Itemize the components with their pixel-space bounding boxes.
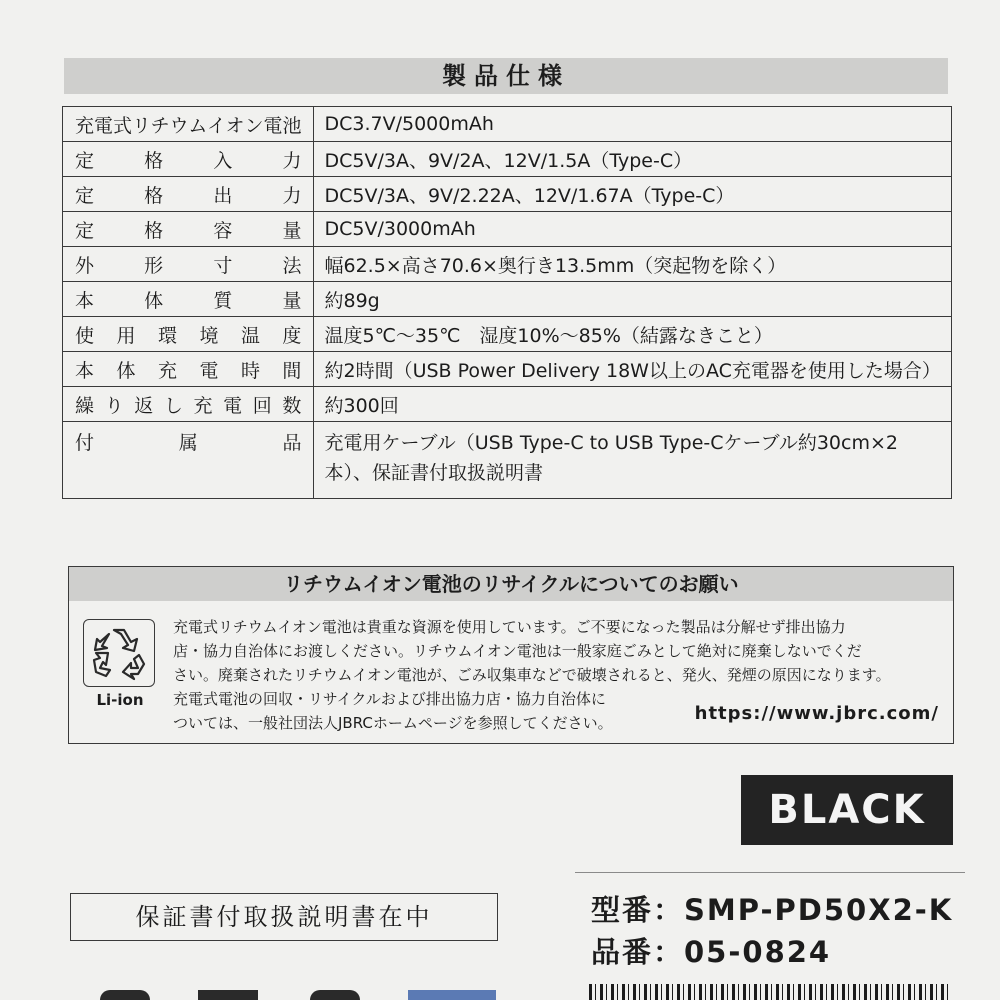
warranty-notice: 保証書付取扱説明書在中: [70, 893, 498, 941]
divider-line: [575, 872, 965, 873]
spec-row: [63, 212, 952, 247]
spec-value: 約89g: [314, 282, 951, 317]
spec-value: 約300回: [314, 387, 951, 422]
recycle-icon: [83, 619, 155, 687]
spec-key: 使 用 環 境 温 度: [63, 317, 314, 352]
spec-row: [63, 177, 952, 212]
spec-value: DC5V/3A、9V/2.22A、12V/1.67A（Type-C）: [314, 177, 951, 212]
spec-key: 本 体 充 電 時 間: [63, 352, 314, 387]
spec-key: 定 格 容 量: [63, 212, 314, 247]
spec-key: 充電式リチウムイオン電池: [63, 107, 314, 142]
spec-row: [63, 387, 952, 422]
recycle-title: リチウムイオン電池のリサイクルについてのお願い: [69, 567, 953, 601]
spec-value: 温度5℃～35℃ 湿度10%～85%（結露なきこと）: [314, 317, 951, 352]
spec-table: [62, 106, 952, 499]
recycle-line: 充電式電池の回収・リサイクルおよび排出協力店・協力自治体に: [173, 690, 606, 708]
spec-row: [63, 422, 952, 499]
recycle-line: ついては、一般社団法人JBRCホームページを参照してください。: [173, 714, 613, 732]
spec-value: 約2時間（USB Power Delivery 18W以上のAC充電器を使用した場合）: [314, 352, 951, 387]
recycle-notice: [68, 566, 954, 744]
jbrc-url: https://www.jbrc.com/: [694, 703, 939, 724]
recycle-line: 充電式リチウムイオン電池は貴重な資源を使用しています。ご不要になった製品は分解せず排出協力: [173, 618, 846, 636]
partial-graphic: [198, 990, 258, 1000]
color-badge: BLACK: [741, 775, 953, 845]
spec-title: 製品仕様: [64, 58, 948, 94]
spec-key: 繰 り 返 し 充 電 回 数: [63, 387, 314, 422]
spec-row: [63, 317, 952, 352]
spec-key: 付 属 品: [63, 422, 314, 499]
spec-value: DC5V/3000mAh: [314, 212, 951, 247]
model-number: 型番：SMP-PD50X2-K: [591, 893, 954, 927]
spec-key: 定 格 入 力: [63, 142, 314, 177]
spec-value: 充電用ケーブル（USB Type-C to USB Type-Cケーブル約30cm×2本）、保証書付取扱説明書: [314, 422, 951, 499]
spec-row: [63, 107, 952, 142]
spec-row: [63, 142, 952, 177]
partial-graphic: [100, 990, 150, 1000]
spec-key: 定 格 出 力: [63, 177, 314, 212]
spec-value: 幅62.5×高さ70.6×奥行き13.5mm（突起物を除く）: [314, 247, 951, 282]
spec-value: DC3.7V/5000mAh: [314, 107, 951, 142]
spec-key: 本 体 質 量: [63, 282, 314, 317]
partial-graphic: [310, 990, 360, 1000]
spec-row: [63, 282, 952, 317]
partial-graphic: [408, 990, 496, 1000]
recycle-line: さい。廃棄されたリチウムイオン電池が、ごみ収集車などで破壊されると、発火、発煙の原因になります。: [173, 666, 891, 684]
recycle-line: 店・協力自治体にお渡しください。リチウムイオン電池は一般家庭ごみとして絶対に廃棄しないでくだ: [173, 642, 862, 660]
spec-row: [63, 247, 952, 282]
barcode: [589, 984, 949, 1000]
li-ion-label: Li-ion: [96, 691, 144, 709]
product-number: 品番：05-0824: [591, 935, 832, 969]
spec-key: 外 形 寸 法: [63, 247, 314, 282]
spec-row: [63, 352, 952, 387]
spec-value: DC5V/3A、9V/2A、12V/1.5A（Type-C）: [314, 142, 951, 177]
